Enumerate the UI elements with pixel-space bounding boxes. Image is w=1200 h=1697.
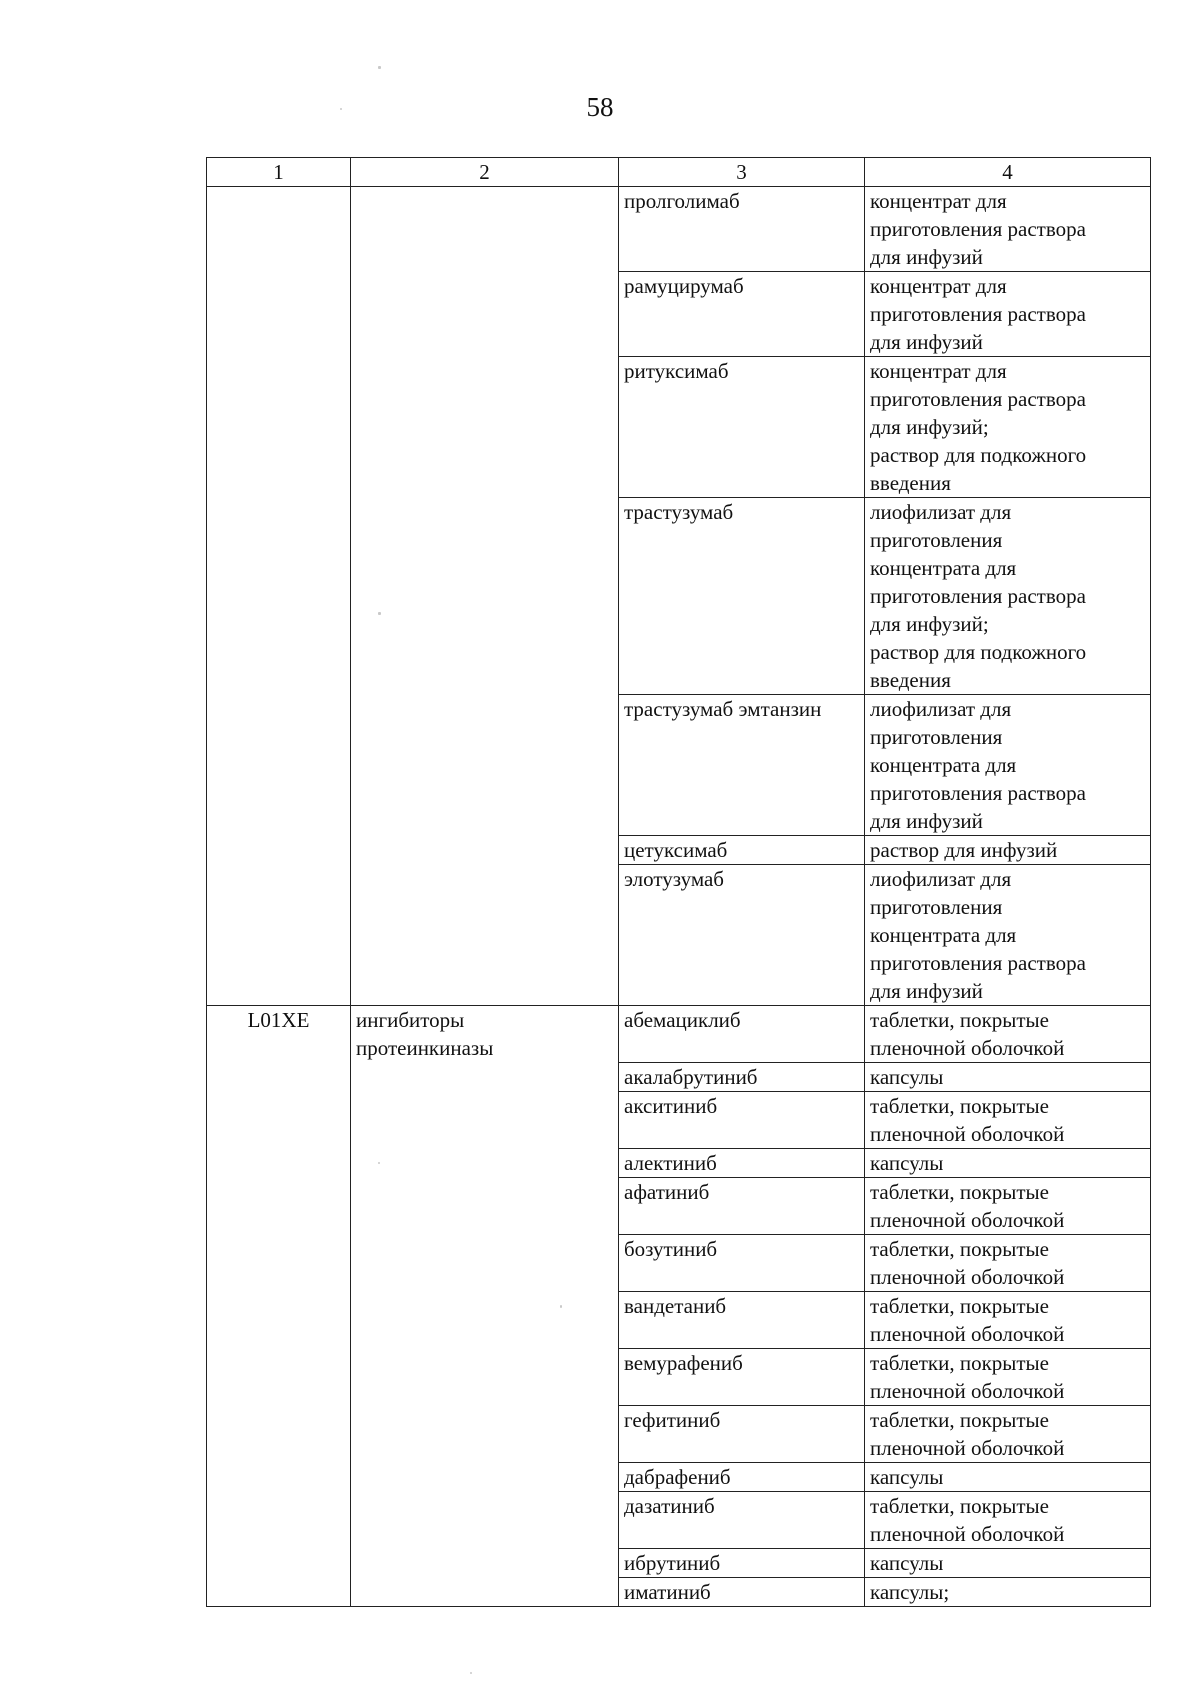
- scan-speck: [378, 612, 381, 615]
- dosage-form-line: приготовления раствора: [870, 302, 1086, 326]
- drug-name-cell: вемурафениб: [619, 1349, 865, 1406]
- dosage-form-line: приготовления раствора: [870, 584, 1086, 608]
- dosage-form-line: лиофилизат для: [870, 697, 1012, 721]
- dosage-form-cell: [865, 1063, 1151, 1092]
- dosage-form-cell: [865, 836, 1151, 865]
- dosage-form-line: лиофилизат для: [870, 500, 1012, 524]
- dosage-form-cell: [865, 1406, 1151, 1463]
- dosage-form-cell: [865, 695, 1151, 836]
- table-body: [207, 187, 1151, 1607]
- dosage-form-line: для инфузий;: [870, 415, 989, 439]
- dosage-form-line: капсулы: [870, 1151, 944, 1175]
- scan-speck: [378, 66, 381, 69]
- scan-speck: [378, 1162, 380, 1164]
- drug-name-cell: афатиниб: [619, 1178, 865, 1235]
- dosage-form-line: для инфузий;: [870, 612, 989, 636]
- dosage-form-line: таблетки, покрытые: [870, 1237, 1049, 1261]
- drug-table: [206, 157, 1151, 1607]
- dosage-form-line: раствор для подкожного: [870, 443, 1087, 467]
- dosage-form-cell: [865, 498, 1151, 695]
- dosage-form-line: для инфузий: [870, 809, 983, 833]
- scan-speck: [340, 108, 342, 110]
- dosage-form-cell: [865, 1549, 1151, 1578]
- dosage-form-line: капсулы: [870, 1065, 944, 1089]
- drug-name-cell: рамуцирумаб: [619, 272, 865, 357]
- dosage-form-cell: [865, 865, 1151, 1006]
- dosage-form-line: таблетки, покрытые: [870, 1351, 1049, 1375]
- dosage-form-line: концентрат для: [870, 189, 1007, 213]
- drug-name-cell: абемациклиб: [619, 1006, 865, 1063]
- dosage-form-line: таблетки, покрытые: [870, 1294, 1049, 1318]
- drug-name-cell: акалабрутиниб: [619, 1063, 865, 1092]
- dosage-form-line: капсулы: [870, 1465, 944, 1489]
- dosage-form-line: введения: [870, 668, 951, 692]
- drug-name-cell: пролголимаб: [619, 187, 865, 272]
- dosage-form-line: пленочной оболочкой: [870, 1036, 1065, 1060]
- drug-name-cell: ритуксимаб: [619, 357, 865, 498]
- dosage-form-line: пленочной оболочкой: [870, 1379, 1065, 1403]
- dosage-form-line: пленочной оболочкой: [870, 1522, 1065, 1546]
- dosage-form-line: лиофилизат для: [870, 867, 1012, 891]
- table-row: [207, 1006, 1151, 1063]
- table-row: [207, 187, 1151, 272]
- dosage-form-line: раствор для подкожного: [870, 640, 1087, 664]
- drug-name-cell: цетуксимаб: [619, 836, 865, 865]
- dosage-form-line: приготовления раствора: [870, 951, 1086, 975]
- dosage-form-cell: [865, 1092, 1151, 1149]
- drug-name-cell: трастузумаб эмтанзин: [619, 695, 865, 836]
- dosage-form-cell: [865, 1292, 1151, 1349]
- drug-name-cell: акситиниб: [619, 1092, 865, 1149]
- dosage-form-line: пленочной оболочкой: [870, 1436, 1065, 1460]
- pharmacological-group-cell: [351, 187, 619, 1006]
- dosage-form-cell: [865, 1006, 1151, 1063]
- dosage-form-line: концентрат для: [870, 274, 1007, 298]
- dosage-form-line: приготовления: [870, 725, 1003, 749]
- drug-name-cell: дабрафениб: [619, 1463, 865, 1492]
- drug-name-cell: ибрутиниб: [619, 1549, 865, 1578]
- dosage-form-line: приготовления раствора: [870, 387, 1086, 411]
- drug-name-cell: дазатиниб: [619, 1492, 865, 1549]
- dosage-form-cell: [865, 357, 1151, 498]
- dosage-form-line: пленочной оболочкой: [870, 1322, 1065, 1346]
- dosage-form-line: концентрата для: [870, 923, 1017, 947]
- column-header-1: 1: [207, 158, 351, 187]
- dosage-form-line: для инфузий: [870, 330, 983, 354]
- dosage-form-cell: [865, 1349, 1151, 1406]
- atc-code-cell: L01XE: [207, 1006, 351, 1607]
- pharmacological-group-cell: [351, 1006, 619, 1607]
- drug-name-cell: трастузумаб: [619, 498, 865, 695]
- dosage-form-line: приготовления: [870, 528, 1003, 552]
- dosage-form-line: таблетки, покрытые: [870, 1008, 1049, 1032]
- dosage-form-line: концентрат для: [870, 359, 1007, 383]
- group-name-line: протеинкиназы: [356, 1036, 494, 1060]
- dosage-form-line: таблетки, покрытые: [870, 1408, 1049, 1432]
- dosage-form-cell: [865, 1235, 1151, 1292]
- dosage-form-line: пленочной оболочкой: [870, 1265, 1065, 1289]
- dosage-form-cell: [865, 1492, 1151, 1549]
- dosage-form-line: введения: [870, 471, 951, 495]
- dosage-form-line: пленочной оболочкой: [870, 1208, 1065, 1232]
- drug-name-cell: элотузумаб: [619, 865, 865, 1006]
- dosage-form-line: пленочной оболочкой: [870, 1122, 1065, 1146]
- scan-speck: [470, 1672, 472, 1674]
- column-header-2: 2: [351, 158, 619, 187]
- column-header-3: 3: [619, 158, 865, 187]
- dosage-form-cell: [865, 1463, 1151, 1492]
- dosage-form-cell: [865, 272, 1151, 357]
- drug-name-cell: алектиниб: [619, 1149, 865, 1178]
- group-name-line: ингибиторы: [356, 1008, 465, 1032]
- dosage-form-line: таблетки, покрытые: [870, 1494, 1049, 1518]
- dosage-form-line: приготовления раствора: [870, 217, 1086, 241]
- column-header-4: 4: [865, 158, 1151, 187]
- dosage-form-line: капсулы;: [870, 1580, 950, 1604]
- dosage-form-line: раствор для инфузий: [870, 838, 1058, 862]
- drug-name-cell: вандетаниб: [619, 1292, 865, 1349]
- dosage-form-line: приготовления раствора: [870, 781, 1086, 805]
- drug-name-cell: гефитиниб: [619, 1406, 865, 1463]
- dosage-form-line: концентрата для: [870, 753, 1017, 777]
- scan-speck: [560, 1305, 562, 1308]
- dosage-form-cell: [865, 1178, 1151, 1235]
- dosage-form-line: таблетки, покрытые: [870, 1180, 1049, 1204]
- dosage-form-line: концентрата для: [870, 556, 1017, 580]
- dosage-form-cell: [865, 187, 1151, 272]
- dosage-form-line: таблетки, покрытые: [870, 1094, 1049, 1118]
- dosage-form-line: приготовления: [870, 895, 1003, 919]
- dosage-form-cell: [865, 1149, 1151, 1178]
- dosage-form-line: для инфузий: [870, 245, 983, 269]
- drug-name-cell: иматиниб: [619, 1578, 865, 1607]
- dosage-form-line: капсулы: [870, 1551, 944, 1575]
- atc-code-cell: [207, 187, 351, 1006]
- table-header-row: [207, 158, 1151, 187]
- drug-name-cell: бозутиниб: [619, 1235, 865, 1292]
- dosage-form-line: для инфузий: [870, 979, 983, 1003]
- page-number: 58: [586, 92, 614, 122]
- dosage-form-cell: [865, 1578, 1151, 1607]
